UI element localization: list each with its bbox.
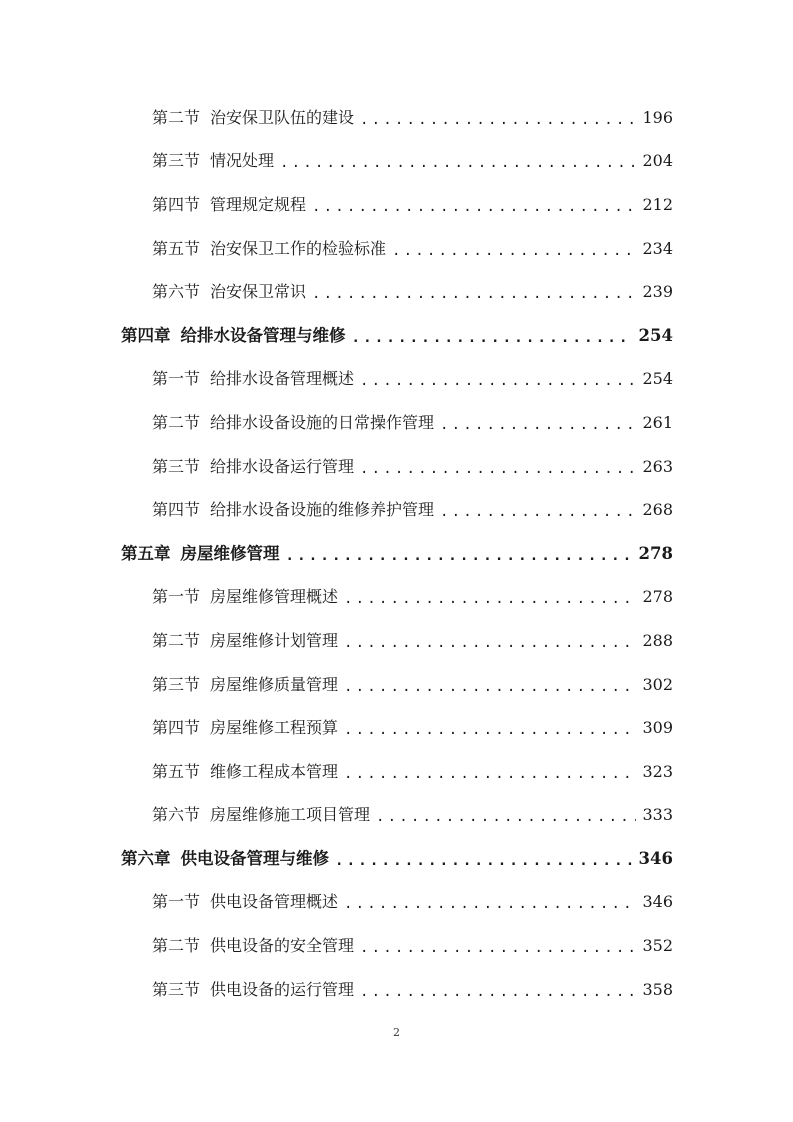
toc-entry-page: 212 [642, 194, 673, 214]
toc-section-entry[interactable] [0, 270, 793, 314]
dot-leader [335, 851, 633, 871]
dot-leader [360, 938, 636, 958]
toc-entry-page: 333 [642, 805, 673, 825]
toc-entry-title: 给排水设备管理与维修 [180, 325, 346, 345]
toc-entry-number: 第五章 [121, 543, 171, 563]
toc-entry-number: 第六节 [152, 805, 201, 825]
toc-entry-title: 房屋维修工程预算 [210, 718, 339, 738]
dot-leader [312, 197, 636, 217]
toc-entry-number: 第四节 [152, 500, 201, 520]
toc-entry-number: 第六节 [152, 282, 201, 302]
toc-section-entry[interactable] [0, 881, 793, 925]
toc-section-entry[interactable] [0, 663, 793, 707]
toc-entry-number: 第一节 [152, 369, 201, 389]
toc-entry-page: 204 [642, 151, 673, 171]
dot-leader [440, 415, 636, 435]
dot-leader [392, 241, 636, 261]
toc-entry-page: 352 [642, 936, 673, 956]
toc-section-entry[interactable] [0, 750, 793, 794]
toc-entry-page: 263 [642, 456, 673, 476]
toc-entry-page: 288 [642, 630, 673, 650]
toc-entry-title: 房屋维修施工项目管理 [210, 805, 371, 825]
dot-leader [352, 328, 633, 348]
toc-entry-page: 239 [642, 282, 673, 302]
toc-entry-title: 治安保卫队伍的建设 [210, 107, 355, 127]
toc-section-entry[interactable] [0, 488, 793, 532]
toc-section-entry[interactable] [0, 619, 793, 663]
toc-entry-title: 房屋维修管理概述 [210, 587, 339, 607]
toc-entry-title: 管理规定规程 [210, 194, 307, 214]
dot-leader [360, 110, 636, 130]
dot-leader [360, 371, 636, 391]
toc-entry-page: 254 [642, 369, 673, 389]
dot-leader [440, 502, 636, 522]
toc-entry-title: 维修工程成本管理 [210, 761, 339, 781]
toc-chapter-entry[interactable] [0, 532, 793, 576]
dot-leader [344, 764, 636, 784]
toc-entry-number: 第三节 [152, 979, 201, 999]
dot-leader [360, 982, 636, 1002]
toc-entry-title: 房屋维修质量管理 [210, 674, 339, 694]
dot-leader [286, 546, 633, 566]
toc-entry-page: 323 [642, 761, 673, 781]
toc-entry-number: 第一节 [152, 892, 201, 912]
dot-leader [344, 633, 636, 653]
toc-entry-number: 第二节 [152, 107, 201, 127]
toc-entry-title: 治安保卫工作的检验标准 [210, 238, 387, 258]
toc-entry-title: 供电设备管理概述 [210, 892, 339, 912]
toc-section-entry[interactable] [0, 924, 793, 968]
dot-leader [344, 677, 636, 697]
toc-entry-title: 给排水设备设施的日常操作管理 [210, 412, 435, 432]
toc-entry-title: 房屋维修管理 [180, 543, 280, 563]
page-number: 2 [393, 1026, 400, 1039]
toc-entry-page: 278 [642, 587, 673, 607]
toc-entry-page: 346 [642, 892, 673, 912]
toc-entry-number: 第三节 [152, 151, 201, 171]
toc-entry-page: 254 [638, 325, 673, 345]
table-of-contents [0, 96, 793, 1011]
toc-entry-number: 第二节 [152, 936, 201, 956]
toc-section-entry[interactable] [0, 968, 793, 1012]
toc-entry-title: 给排水设备管理概述 [210, 369, 355, 389]
toc-entry-page: 268 [642, 500, 673, 520]
dot-leader [360, 459, 636, 479]
dot-leader [344, 894, 636, 914]
dot-leader [312, 284, 636, 304]
toc-section-entry[interactable] [0, 706, 793, 750]
toc-section-entry[interactable] [0, 576, 793, 620]
dot-leader [344, 589, 636, 609]
toc-section-entry[interactable] [0, 794, 793, 838]
toc-entry-number: 第五节 [152, 238, 201, 258]
toc-entry-page: 196 [642, 107, 673, 127]
dot-leader [344, 720, 636, 740]
dot-leader [280, 153, 636, 173]
toc-section-entry[interactable] [0, 358, 793, 402]
toc-entry-page: 261 [642, 412, 673, 432]
toc-entry-number: 第四章 [121, 325, 171, 345]
toc-entry-number: 第二节 [152, 630, 201, 650]
toc-entry-page: 234 [642, 238, 673, 258]
toc-entry-page: 346 [638, 848, 673, 868]
toc-entry-title: 治安保卫常识 [210, 282, 307, 302]
toc-entry-number: 第一节 [152, 587, 201, 607]
toc-chapter-entry[interactable] [0, 837, 793, 881]
toc-entry-title: 供电设备管理与维修 [180, 848, 329, 868]
toc-entry-number: 第三节 [152, 674, 201, 694]
toc-entry-page: 302 [642, 674, 673, 694]
toc-entry-number: 第三节 [152, 456, 201, 476]
toc-entry-title: 供电设备的安全管理 [210, 936, 355, 956]
toc-section-entry[interactable] [0, 96, 793, 140]
toc-section-entry[interactable] [0, 401, 793, 445]
toc-entry-title: 情况处理 [210, 151, 275, 171]
toc-entry-number: 第二节 [152, 412, 201, 432]
toc-entry-number: 第四节 [152, 194, 201, 214]
toc-section-entry[interactable] [0, 183, 793, 227]
toc-section-entry[interactable] [0, 227, 793, 271]
toc-entry-title: 给排水设备设施的维修养护管理 [210, 500, 435, 520]
toc-entry-number: 第四节 [152, 718, 201, 738]
toc-entry-page: 309 [642, 718, 673, 738]
toc-chapter-entry[interactable] [0, 314, 793, 358]
toc-entry-page: 358 [642, 979, 673, 999]
dot-leader [376, 807, 636, 827]
toc-entry-title: 供电设备的运行管理 [210, 979, 355, 999]
toc-section-entry[interactable] [0, 140, 793, 184]
toc-entry-title: 房屋维修计划管理 [210, 630, 339, 650]
toc-entry-number: 第五节 [152, 761, 201, 781]
toc-entry-title: 给排水设备运行管理 [210, 456, 355, 476]
toc-entry-page: 278 [638, 543, 673, 563]
toc-entry-number: 第六章 [121, 848, 171, 868]
toc-section-entry[interactable] [0, 445, 793, 489]
